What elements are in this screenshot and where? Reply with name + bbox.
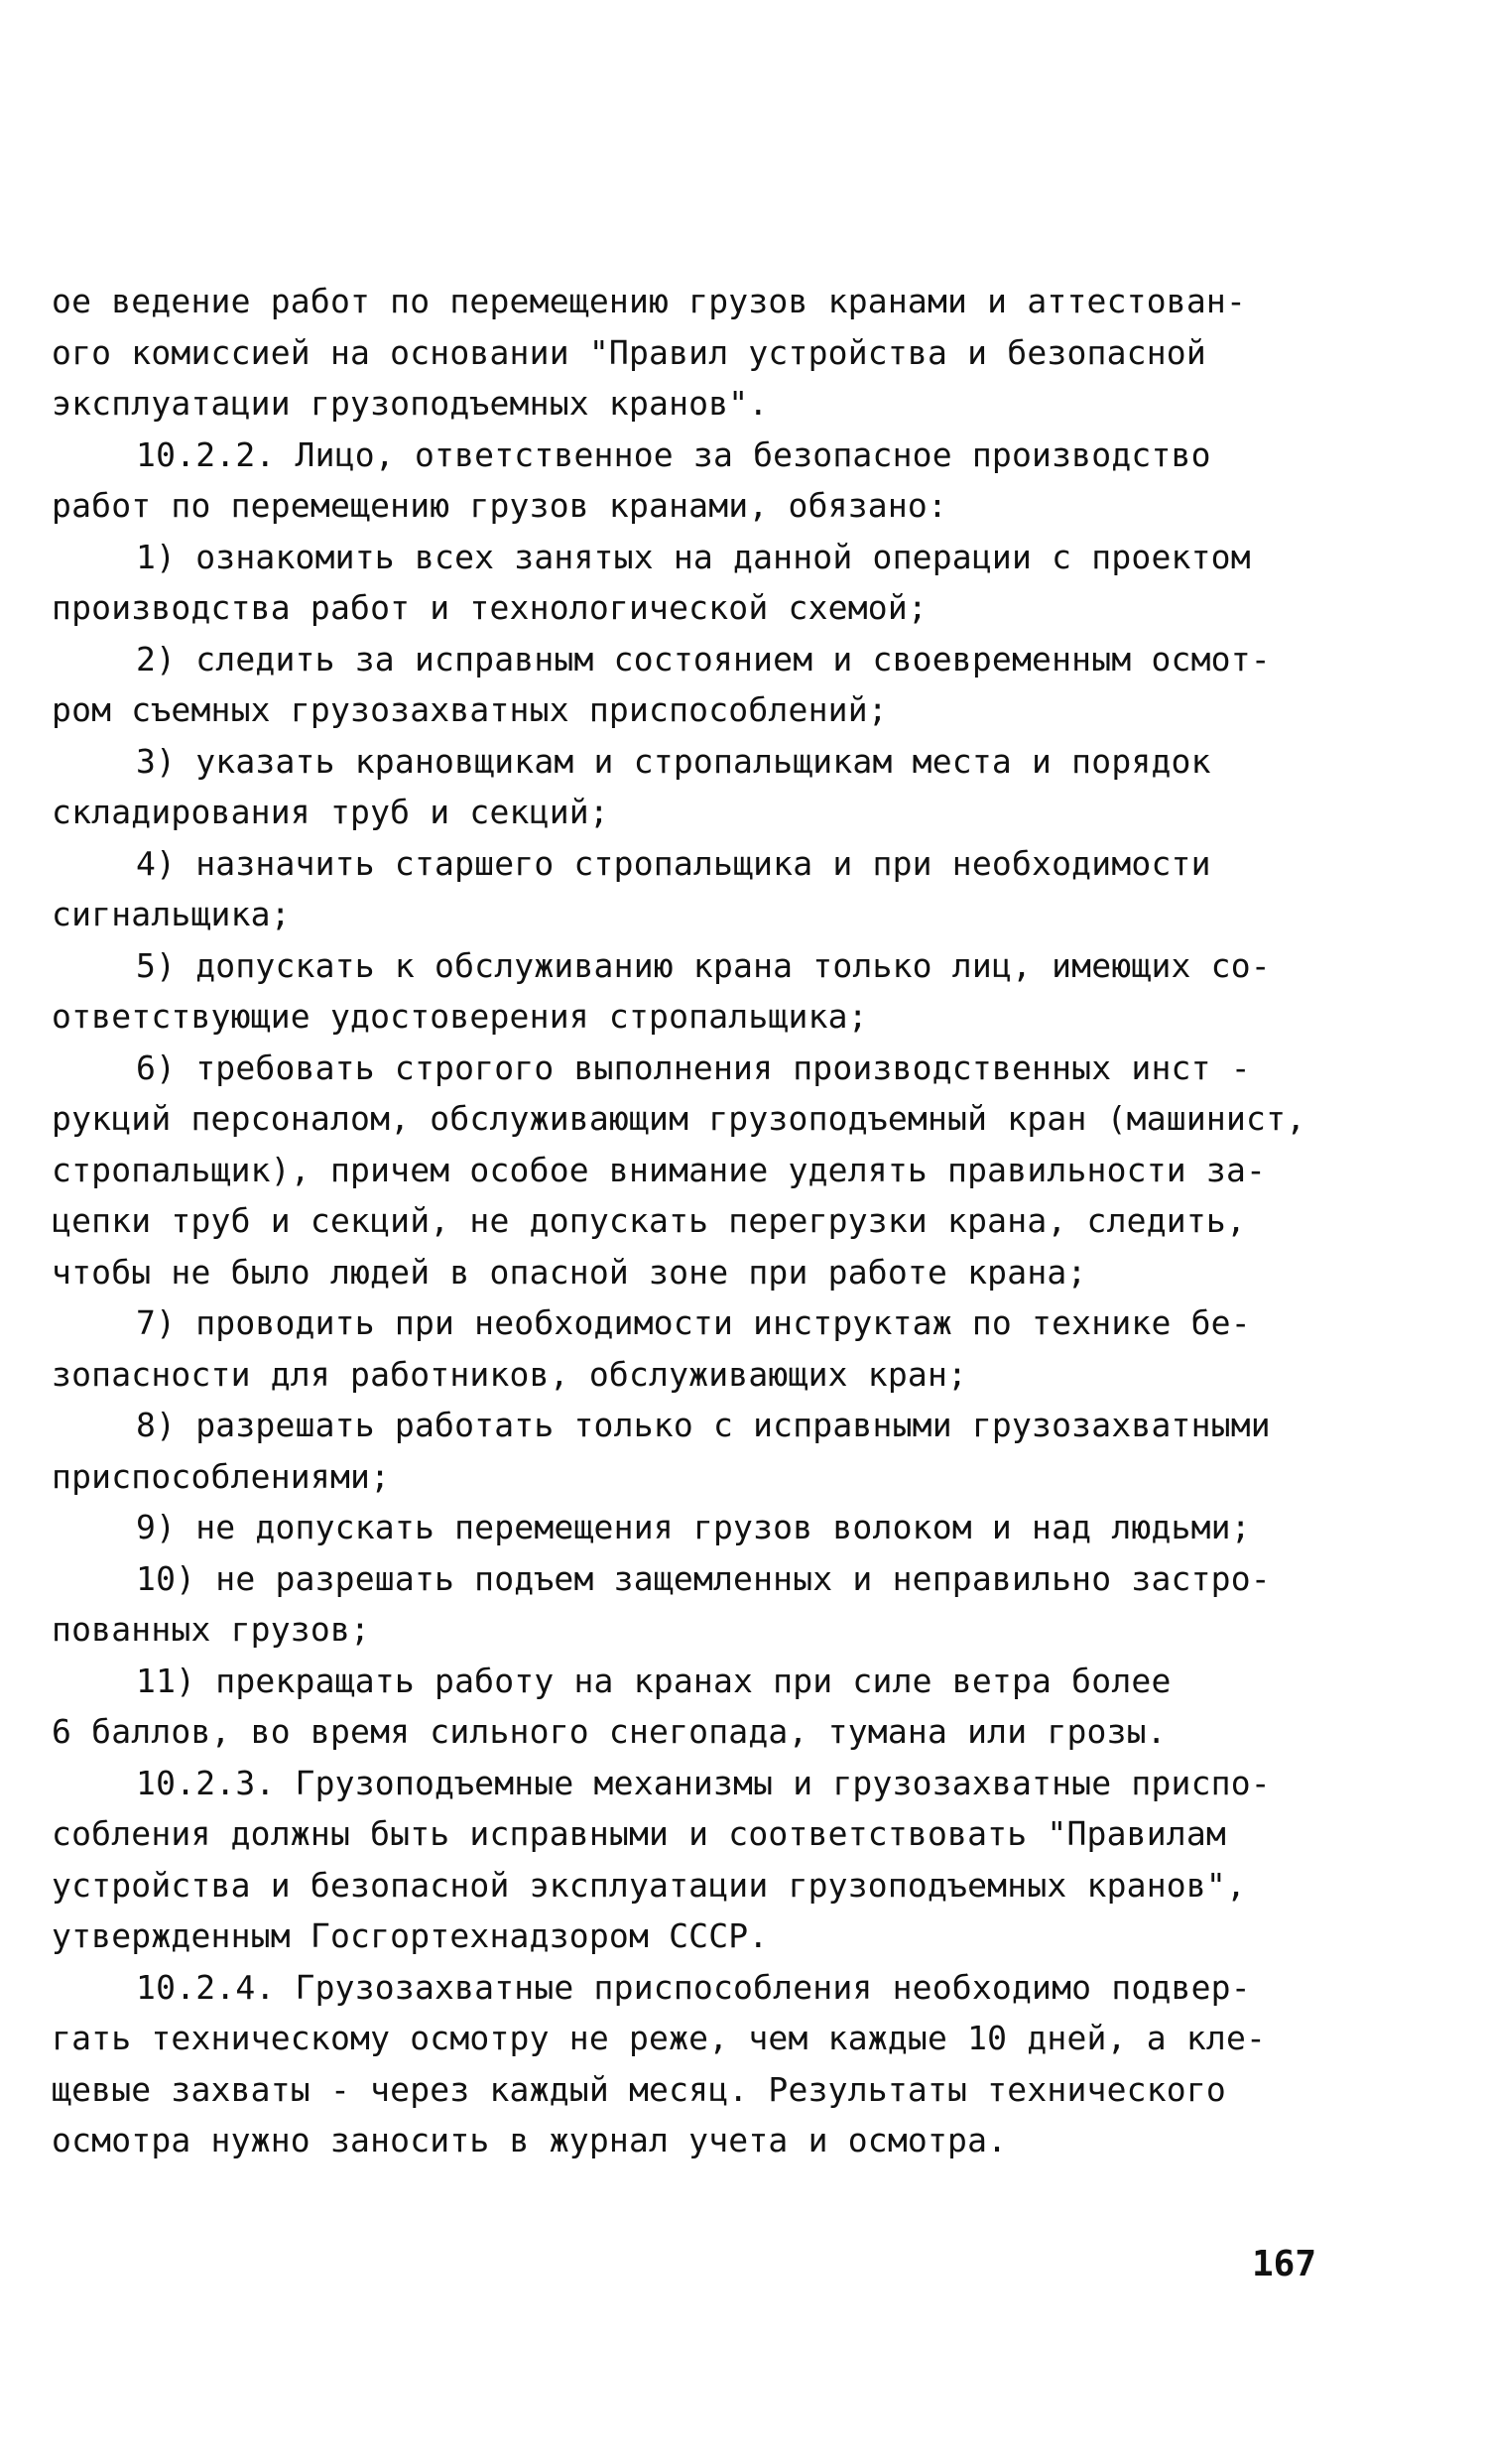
text-line: ром съемных грузозахватных приспособлений;	[52, 690, 888, 729]
list-item-6: 6) требовать строгого выполнения производственных инст -	[136, 1047, 1251, 1087]
text-line: цепки труб и секций, не допускать перегрузки крана, следить,	[52, 1201, 1247, 1240]
list-item-1: 1) ознакомить всех занятых на данной операции с проектом	[136, 537, 1251, 576]
list-item-2: 2) следить за исправным состоянием и своевременным осмот-	[136, 639, 1271, 678]
section-heading-10-2-3: 10.2.3. Грузоподъемные механизмы и грузозахватные приспо-	[136, 1763, 1271, 1802]
text-line: ое ведение работ по перемещению грузов кранами и аттестован-	[52, 282, 1247, 320]
section-heading-10-2-2: 10.2.2. Лицо, ответственное за безопасное производство	[136, 434, 1211, 474]
text-line: производства работ и технологической схемой;	[52, 588, 928, 627]
text-line: устройства и безопасной эксплуатации грузоподъемных кранов",	[52, 1865, 1247, 1905]
list-item-4: 4) назначить старшего стропальщика и при необходимости	[136, 843, 1211, 883]
text-line: 6 баллов, во время сильного снегопада, тумана или грозы.	[52, 1712, 1167, 1751]
text-line: складирования труб и секций;	[52, 793, 609, 831]
list-item-10: 10) не разрешать подъем защемленных и неправильно застро-	[136, 1558, 1271, 1598]
text-line: зопасности для работников, обслуживающих кран;	[52, 1354, 968, 1394]
list-item-7: 7) проводить при необходимости инструктаж по технике бе-	[136, 1303, 1251, 1342]
text-line: рукций персоналом, обслуживающим грузоподъемный кран (машинист,	[52, 1099, 1306, 1138]
list-item-8: 8) разрешать работать только с исправными грузозахватными	[136, 1406, 1271, 1444]
list-item-11: 11) прекращать работу на кранах при силе ветра более	[136, 1661, 1172, 1700]
text-line: сигнальщика;	[52, 895, 291, 933]
text-line: гать техническому осмотру не реже, чем каждые 10 дней, а кле-	[52, 2019, 1267, 2057]
list-item-3: 3) указать крановщикам и стропальщикам места и порядок	[136, 741, 1211, 781]
text-line: стропальщик), причем особое внимание уделять правильности за-	[52, 1150, 1267, 1189]
text-line: щевые захваты - через каждый месяц. Результаты технического	[52, 2069, 1226, 2109]
text-line: приспособлениями;	[52, 1456, 391, 1496]
text-line: чтобы не было людей в опасной зоне при работе крана;	[52, 1252, 1087, 1292]
text-line: осмотра нужно заносить в журнал учета и осмотра.	[52, 2121, 1008, 2159]
text-line: работ по перемещению грузов кранами, обязано:	[52, 486, 948, 525]
page-number: 167	[1252, 2244, 1317, 2284]
list-item-5: 5) допускать к обслуживанию крана только лиц, имеющих со-	[136, 945, 1271, 985]
text-line: ответствующие удостоверения стропальщика;	[52, 997, 868, 1036]
section-heading-10-2-4: 10.2.4. Грузозахватные приспособления необходимо подвер-	[136, 1967, 1251, 2007]
text-line: ого комиссией на основании "Правил устройства и безопасной	[52, 332, 1206, 372]
text-line: утвержденным Госгортехнадзором СССР.	[52, 1916, 769, 1955]
list-item-9: 9) не допускать перемещения грузов волоком и над людьми;	[136, 1508, 1251, 1546]
text-line: эксплуатации грузоподъемных кранов".	[52, 384, 769, 423]
body-text	[52, 276, 1341, 2166]
text-line: пованных грузов;	[52, 1610, 371, 1649]
text-line: собления должны быть исправными и соответствовать "Правилам	[52, 1814, 1226, 1853]
